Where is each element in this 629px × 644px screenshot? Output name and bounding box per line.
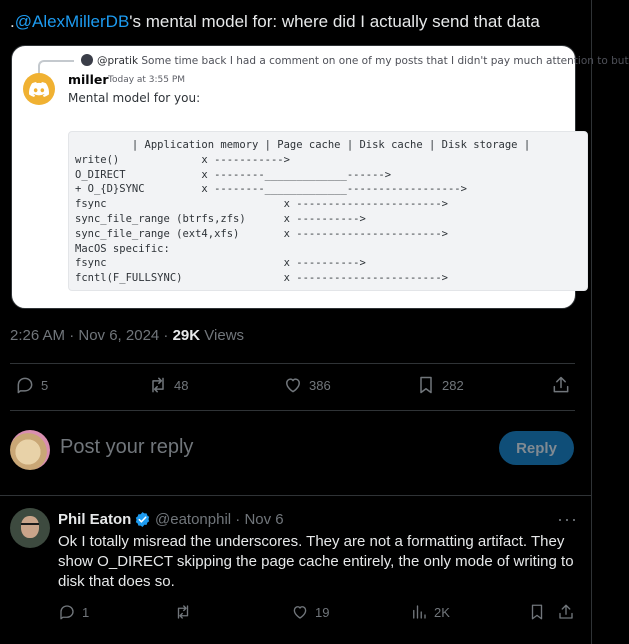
avatar[interactable] — [10, 430, 50, 470]
message-body: Mental model for you: — [68, 91, 201, 105]
bookmark-button[interactable]: 282 — [416, 375, 464, 395]
verified-icon[interactable] — [134, 511, 151, 528]
reply-button[interactable]: 5 — [15, 375, 48, 395]
tweet-actions — [10, 375, 575, 399]
repost-button[interactable]: 48 — [148, 375, 188, 395]
share-icon — [551, 375, 571, 395]
message-author: miller — [68, 72, 109, 87]
reply-reference: @pratik Some time back I had a comment on one of my posts that I didn't pay much attention to but — [81, 54, 629, 67]
share-button[interactable] — [551, 375, 571, 395]
bookmark-button[interactable] — [528, 603, 546, 621]
reply-author-name[interactable]: Phil Eaton — [58, 511, 132, 528]
more-options-button[interactable]: ··· — [557, 509, 578, 529]
repost-icon — [174, 603, 192, 621]
like-icon — [283, 375, 303, 395]
reply-button[interactable]: 1 — [58, 603, 89, 621]
message-time: Today at 3:55 PM — [108, 75, 186, 85]
share-icon — [557, 603, 575, 621]
like-button[interactable]: 386 — [283, 375, 331, 395]
share-button[interactable] — [557, 603, 575, 621]
reply-icon — [15, 375, 35, 395]
views-button[interactable]: 2K — [410, 603, 450, 621]
column-border — [591, 0, 592, 644]
reply-actions — [58, 603, 578, 625]
divider — [10, 363, 575, 364]
reply-author-handle[interactable]: @eatonphil · Nov 6 — [155, 511, 284, 528]
bookmark-icon — [528, 603, 546, 621]
bookmark-icon — [416, 375, 436, 395]
tweet-meta: 2:26 AM · Nov 6, 2024 · 29K Views — [10, 327, 245, 344]
views-icon — [410, 603, 428, 621]
mention-link[interactable]: @AlexMillerDB — [14, 12, 130, 31]
code-block — [68, 131, 588, 291]
embedded-image[interactable] — [11, 45, 629, 309]
reply-text: Ok I totally misread the underscores. They are not a formatting artifact. They show O_DIRECT skipping the page cache entirely, the only mode of writing to disk that does so. — [58, 533, 574, 590]
repost-button[interactable] — [174, 603, 198, 621]
divider — [0, 495, 592, 496]
tweet-text: .@AlexMillerDB's mental model for: where did I actually send that data — [10, 12, 540, 31]
discord-avatar — [23, 73, 55, 105]
reply-submit-button[interactable]: Reply — [499, 431, 574, 465]
reply-input[interactable]: Post your reply — [60, 436, 194, 458]
reply-icon — [58, 603, 76, 621]
code-text: | Application memory | Page cache | Disk cache | Disk storage | write() x -----------> O_DIRECT x --------_____________------> + O_{D}SYNC x --------_____________------------------> fsync x -----------------------> sync_file_range (btrfs,zfs) x ----------> sync_file_range (ext4,xfs) x -----------------------> MacOS specific: fsync x ----------> fcntl(F_FULLSYNC) x -----------------------> — [75, 139, 531, 285]
repost-icon — [148, 375, 168, 395]
like-button[interactable]: 19 — [291, 603, 329, 621]
views-count: 29K — [172, 327, 201, 344]
like-icon — [291, 603, 309, 621]
reply-ref-avatar — [81, 54, 93, 66]
discord-icon — [29, 82, 49, 97]
divider — [10, 410, 575, 411]
avatar[interactable] — [10, 508, 50, 548]
